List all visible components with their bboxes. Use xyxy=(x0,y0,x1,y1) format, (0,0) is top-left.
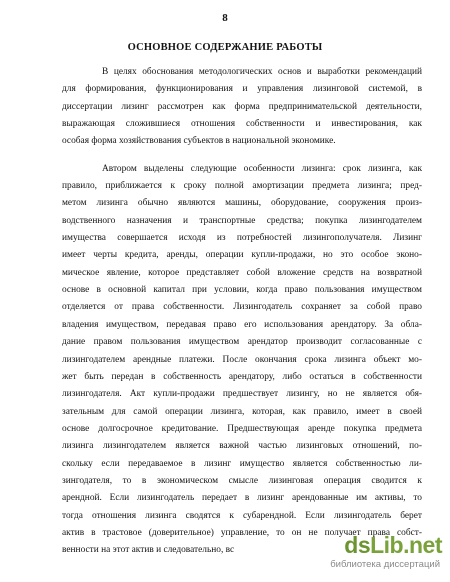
text-line: тогда отношения лизинга сводятся к субарендной. Если лизингодатель берет xyxy=(62,510,422,521)
text-line: для формирования, функционирования и управления лизинговой системой, в xyxy=(62,84,422,95)
text-line: Автором выделены следующие особенности лизинга: срок лизинга, как xyxy=(102,163,422,174)
text-line: жет быть передан в собственность арендатору, либо остаться в собственности xyxy=(62,371,422,382)
text-line: правило, приближается к сроку полной амортизации предмета лизинга; пред- xyxy=(62,181,422,192)
text-line: дание правом пользования имуществом арендатор производит согласованные с xyxy=(62,337,422,348)
text-line: лизингодателем арендные платежи. После окончания срока лизинга объект мо- xyxy=(62,354,422,365)
text-line: выражающая сложившиеся отношения собственности и инвестирования, как xyxy=(62,119,422,130)
paragraph-2 xyxy=(62,161,422,560)
text-line: мическое явление, которое представляет собой вложение средств на возвратной xyxy=(62,267,422,278)
text-line: имеет черты кредита, аренды, операции купли-продажи, но это особое эконо- xyxy=(62,250,422,261)
text-line: владения имуществом, передавая право его использования арендатору. За обла- xyxy=(62,319,422,330)
logo-rest: Lib.net xyxy=(370,532,442,558)
text-line: метом лизинга обычно являются машины, оборудование, сооружения произ- xyxy=(62,198,422,209)
text-line: лизингодателя. Акт купли-продажи предшествует лизингу, но не является обя- xyxy=(62,389,422,400)
text-line: отделяется от права собственности. Лизингодатель сохраняет за собой право xyxy=(62,302,422,313)
dslib-logo xyxy=(344,532,442,559)
text-line: водственного назначения и транспортные средства; покупка лизингодателем xyxy=(62,215,422,226)
text-line: основе в основной капитал при условии, когда право пользования имуществом xyxy=(62,285,422,296)
text-line: актив в трастовое (доверительное) управление, то он не получает права собст- xyxy=(62,527,422,538)
paragraph-gap xyxy=(62,151,422,161)
text-line: венности на этот актив и следовательно, вс xyxy=(62,545,235,556)
watermark-tagline: библиотека диссертаций xyxy=(330,559,440,570)
text-line: арендной. Если лизингодатель передает в лизинг арендованные им активы, то xyxy=(62,493,422,504)
text-line: диссертации лизинг рассмотрен как форма предпринимательской деятельности, xyxy=(62,101,422,112)
text-line: особая форма хозяйствования субъектов в национальной экономике. xyxy=(62,136,336,147)
text-line: имущества совершается исходя из потребностей лизингополучателя. Лизинг xyxy=(62,233,422,244)
section-heading: ОСНОВНОЕ СОДЕРЖАНИЕ РАБОТЫ xyxy=(127,42,323,53)
paragraph-1 xyxy=(62,64,422,151)
text-line: В целях обоснования методологических основ и выработки рекомендаций xyxy=(102,67,422,77)
logo-prefix: ds xyxy=(344,532,371,558)
text-line: скольку если передаваемое в лизинг имущество является собственностью ли- xyxy=(62,458,422,469)
dslib-watermark xyxy=(326,532,442,576)
text-line: лизинга лизингодателем является важной частью лизинговых отношений, по- xyxy=(62,441,422,452)
text-line: зингодателя, то в экономическом смысле лизинговая операция сводится к xyxy=(62,475,422,486)
text-line: основе долгосрочное кредитование. Предшествующая аренде покупка предмета xyxy=(62,423,422,434)
text-line: зательным для самой операции лизинга, которая, как правило, имеет в своей xyxy=(62,406,422,417)
body-text xyxy=(62,64,422,560)
page-number: 8 xyxy=(222,12,228,24)
